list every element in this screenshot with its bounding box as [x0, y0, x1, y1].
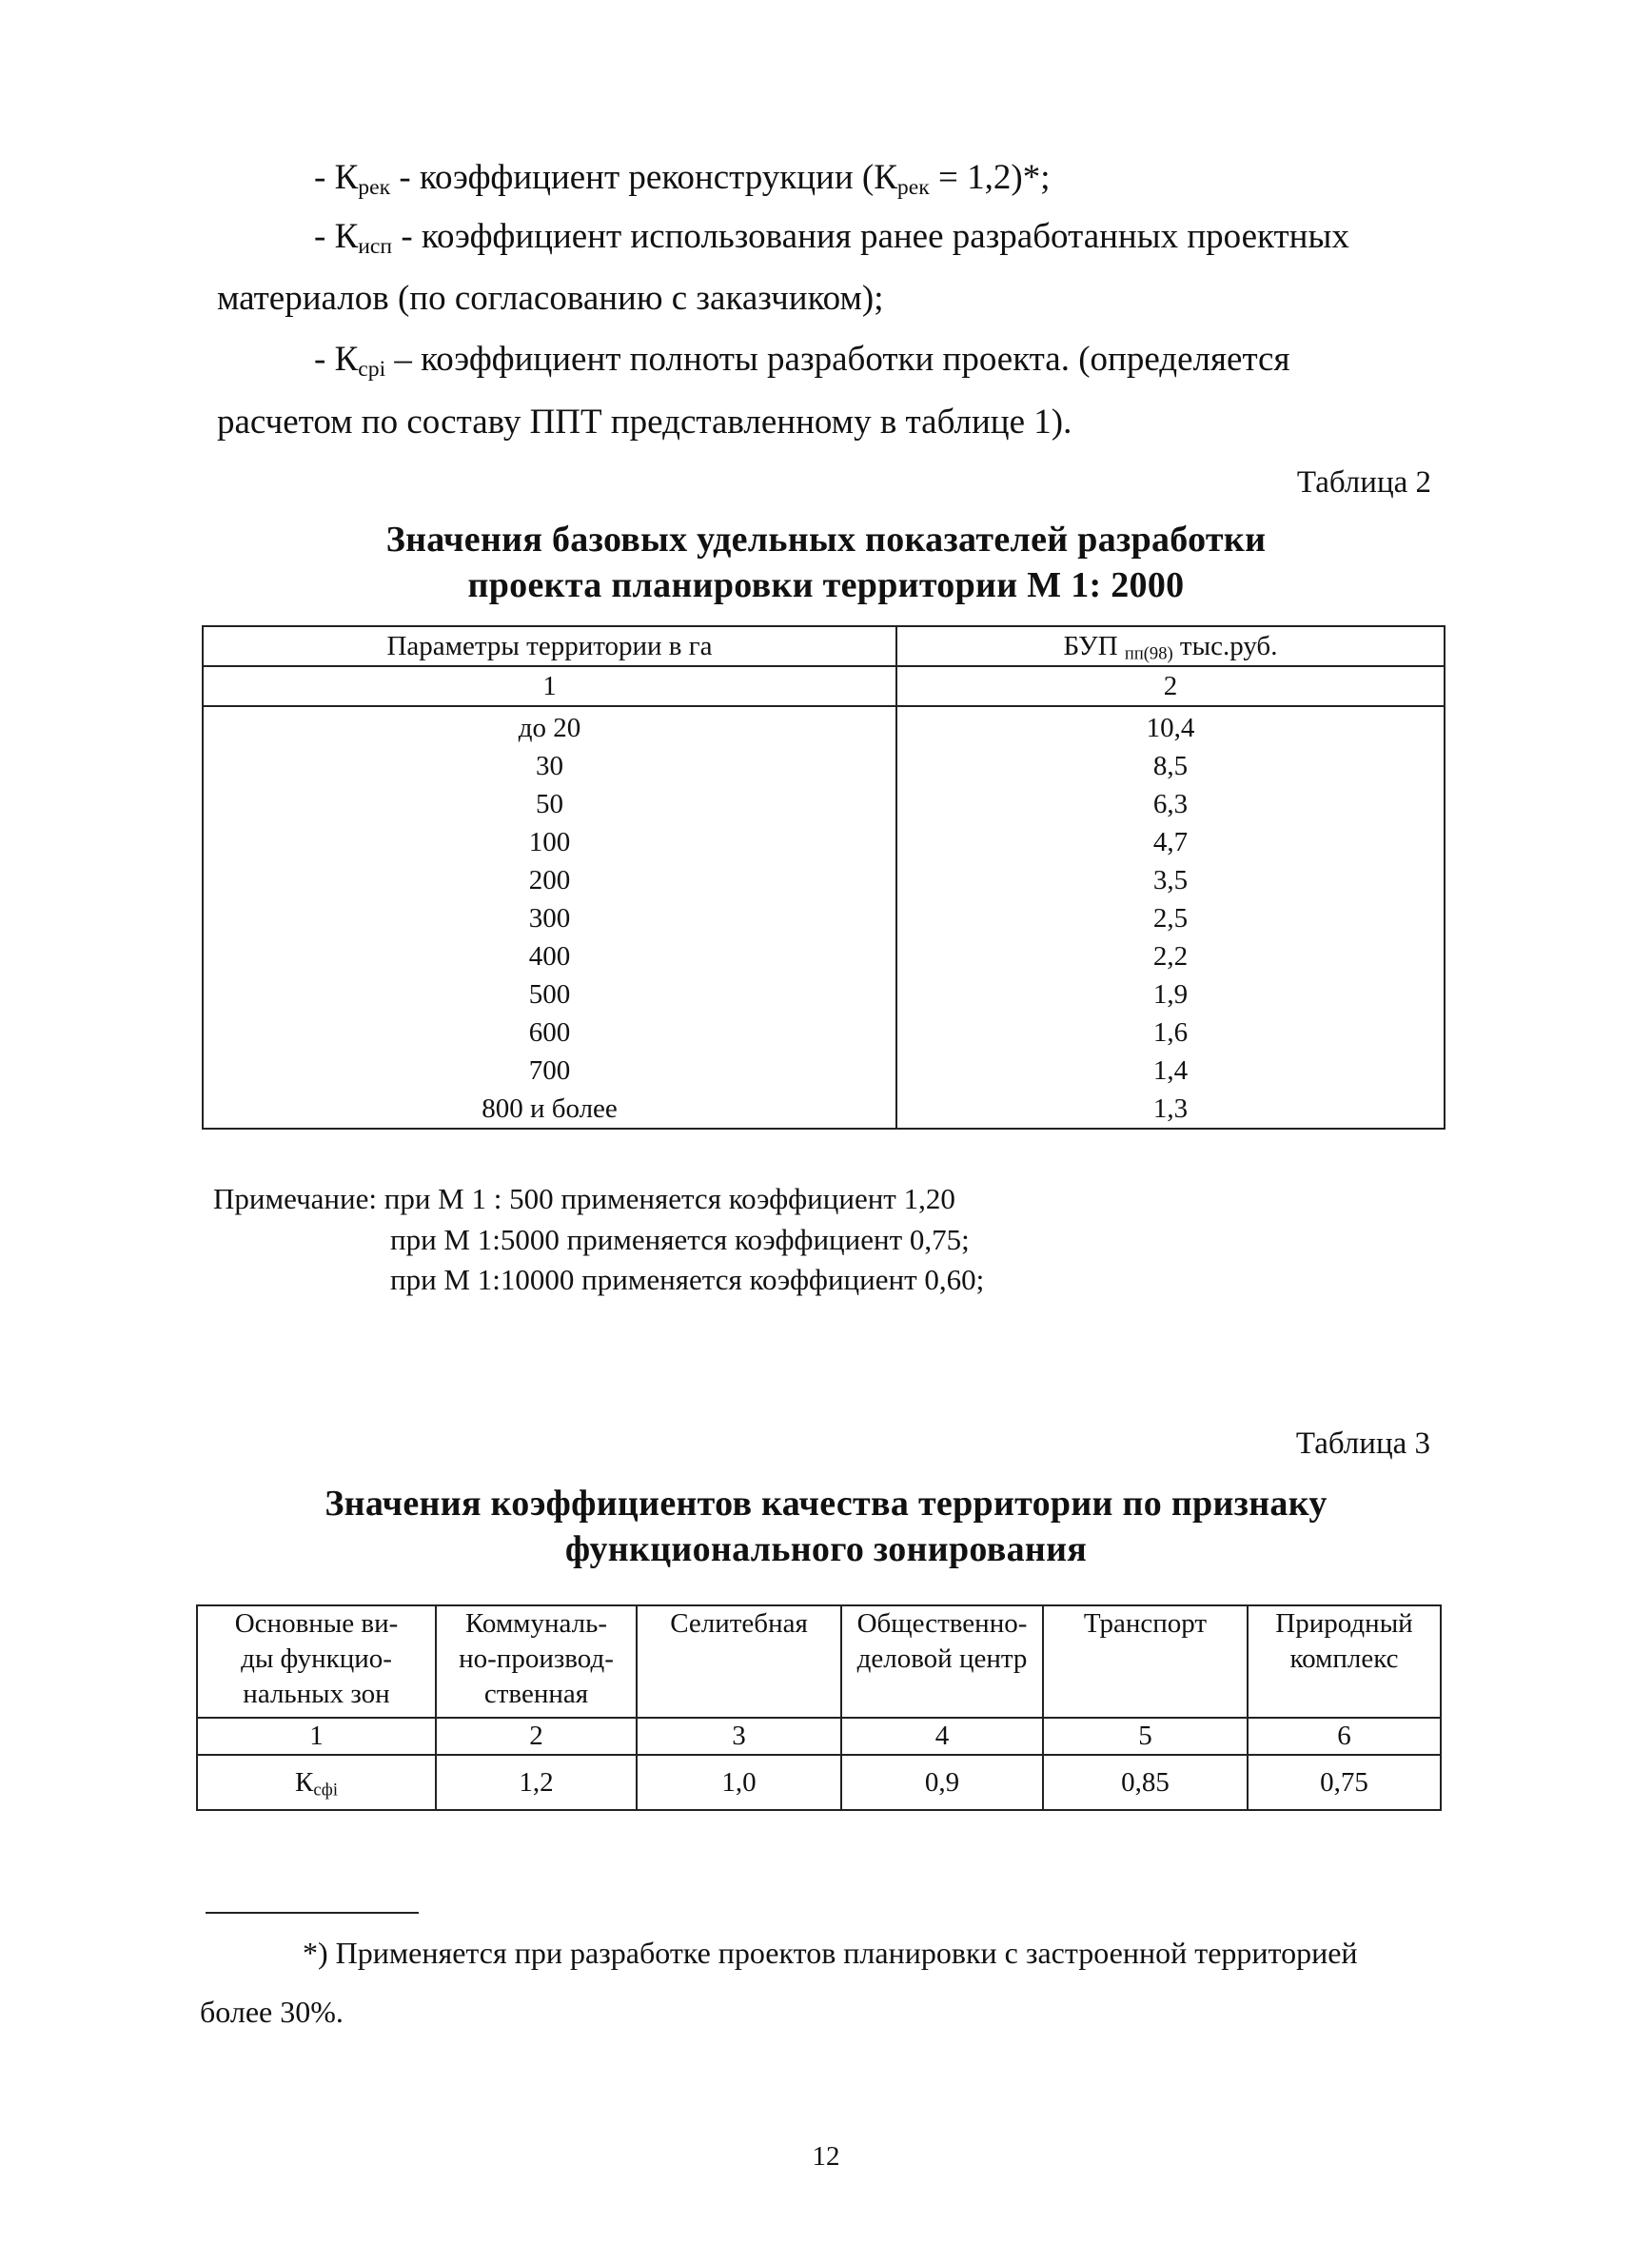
table2-title — [190, 517, 1462, 608]
table3-col-number: 5 — [1043, 1718, 1248, 1755]
table-row — [203, 861, 1445, 899]
table2-note-line3: при М 1:10000 применяется коэффициент 0,60; — [390, 1263, 985, 1296]
table3-value-cell: 1,0 — [637, 1755, 841, 1810]
table2-caption: Таблица 2 — [1296, 465, 1431, 500]
table2-param-cell: 200 — [203, 861, 896, 899]
body-line-k-isp: - $К_{исп}$ - коэффициент использования ранее разработанных проектных — [314, 217, 1349, 259]
table2-title-line2: проекта планировки территории М 1: 2000 — [467, 565, 1185, 605]
table2-value-cell: 4,7 — [896, 823, 1445, 861]
table2-number-row — [203, 666, 1445, 706]
table2 — [202, 625, 1446, 1130]
table2-col-number: 1 — [203, 666, 896, 706]
table2-value-cell: 1,4 — [896, 1052, 1445, 1090]
table3-title — [190, 1481, 1462, 1572]
table-row — [203, 747, 1445, 785]
table-row — [203, 1013, 1445, 1052]
body-line-calculation: расчетом по составу ППТ представленному в таблице 1). — [217, 403, 1072, 442]
table2-title-line1: Значения базовых удельных показателей разработки — [385, 520, 1267, 560]
table3-col-number: 3 — [637, 1718, 841, 1755]
table2-param-cell: 800 и более — [203, 1090, 896, 1129]
table3-header-row — [197, 1605, 1441, 1718]
table3-header-communal: Коммуналь- но-производ- ственная — [436, 1605, 637, 1718]
table3-header-zones: Основные ви- ды функцио- нальных зон — [197, 1605, 436, 1718]
table3-header-residential: Селитебная — [637, 1605, 841, 1718]
table2-param-cell: 700 — [203, 1052, 896, 1090]
table2-note-line1: Примечание: при М 1 : 500 применяется коэффициент 1,20 — [213, 1182, 955, 1215]
table2-param-cell: 600 — [203, 1013, 896, 1052]
table3-value-cell: 0,75 — [1248, 1755, 1441, 1810]
table2-value-cell: 6,3 — [896, 785, 1445, 823]
table-row — [203, 1090, 1445, 1129]
table-row — [203, 899, 1445, 937]
table3-row-label: $К_{сфi}$ — [197, 1755, 436, 1810]
table-row — [203, 785, 1445, 823]
table3-header-natural: Природный комплекс — [1248, 1605, 1441, 1718]
table3-col-number: 2 — [436, 1718, 637, 1755]
table3-col-number: 6 — [1248, 1718, 1441, 1755]
footnote-line2: более 30%. — [200, 1995, 344, 2029]
table2-value-cell: 2,2 — [896, 937, 1445, 975]
table3-value-cell: 0,85 — [1043, 1755, 1248, 1810]
page-number: 12 — [812, 2141, 840, 2172]
table3-number-row — [197, 1718, 1441, 1755]
body-line-k-rek: - $К_{рек}$ - коэффициент реконструкции $(К_{рек} = 1,2)*$; — [314, 158, 1051, 200]
table3-caption: Таблица 3 — [1295, 1427, 1430, 1461]
table-row — [203, 975, 1445, 1013]
table2-header-row — [203, 626, 1445, 666]
table2-value-cell: 1,6 — [896, 1013, 1445, 1052]
footnote-separator — [206, 1912, 419, 1914]
table3-col-number: 4 — [841, 1718, 1043, 1755]
table2-note-line2: при М 1:5000 применяется коэффициент 0,75; — [390, 1223, 970, 1256]
table-row — [197, 1755, 1441, 1810]
table2-param-cell: 500 — [203, 975, 896, 1013]
body-line-materials: материалов (по согласованию с заказчиком); — [217, 279, 884, 318]
table-row — [203, 937, 1445, 975]
table2-param-cell: 30 — [203, 747, 896, 785]
table2-value-cell: 3,5 — [896, 861, 1445, 899]
footnote-line1: *) Применяется при разработке проектов планировки с застроенной территорией — [303, 1936, 1358, 1970]
body-line-k-sri: - $К_{срi}$ – коэффициент полноты разработки проекта. (определяется — [314, 340, 1290, 382]
table3-col-number: 1 — [197, 1718, 436, 1755]
table2-param-cell: до 20 — [203, 706, 896, 747]
table2-value-cell: 2,5 — [896, 899, 1445, 937]
table2-param-cell: 100 — [203, 823, 896, 861]
table2-header-param: Параметры территории в га — [203, 626, 896, 666]
table3-title-line2: функционального зонирования — [564, 1529, 1088, 1569]
table3-title-line1: Значения коэффициентов качества территории по признаку — [324, 1484, 1328, 1524]
table3-header-transport: Транспорт — [1043, 1605, 1248, 1718]
table2-value-cell: 10,4 — [896, 706, 1445, 747]
table-row — [203, 823, 1445, 861]
table3 — [196, 1604, 1442, 1811]
table2-value-cell: 8,5 — [896, 747, 1445, 785]
table3-value-cell: 0,9 — [841, 1755, 1043, 1810]
table-row — [203, 706, 1445, 747]
table3-value-cell: 1,2 — [436, 1755, 637, 1810]
table3-header-business: Общественно- деловой центр — [841, 1605, 1043, 1718]
table2-param-cell: 300 — [203, 899, 896, 937]
table2-header-bup: БУП $_{пп(98)}$ тыс.руб. — [896, 626, 1445, 666]
table2-value-cell: 1,3 — [896, 1090, 1445, 1129]
table2-param-cell: 50 — [203, 785, 896, 823]
table2-col-number: 2 — [896, 666, 1445, 706]
table-row — [203, 1052, 1445, 1090]
table2-value-cell: 1,9 — [896, 975, 1445, 1013]
table2-param-cell: 400 — [203, 937, 896, 975]
